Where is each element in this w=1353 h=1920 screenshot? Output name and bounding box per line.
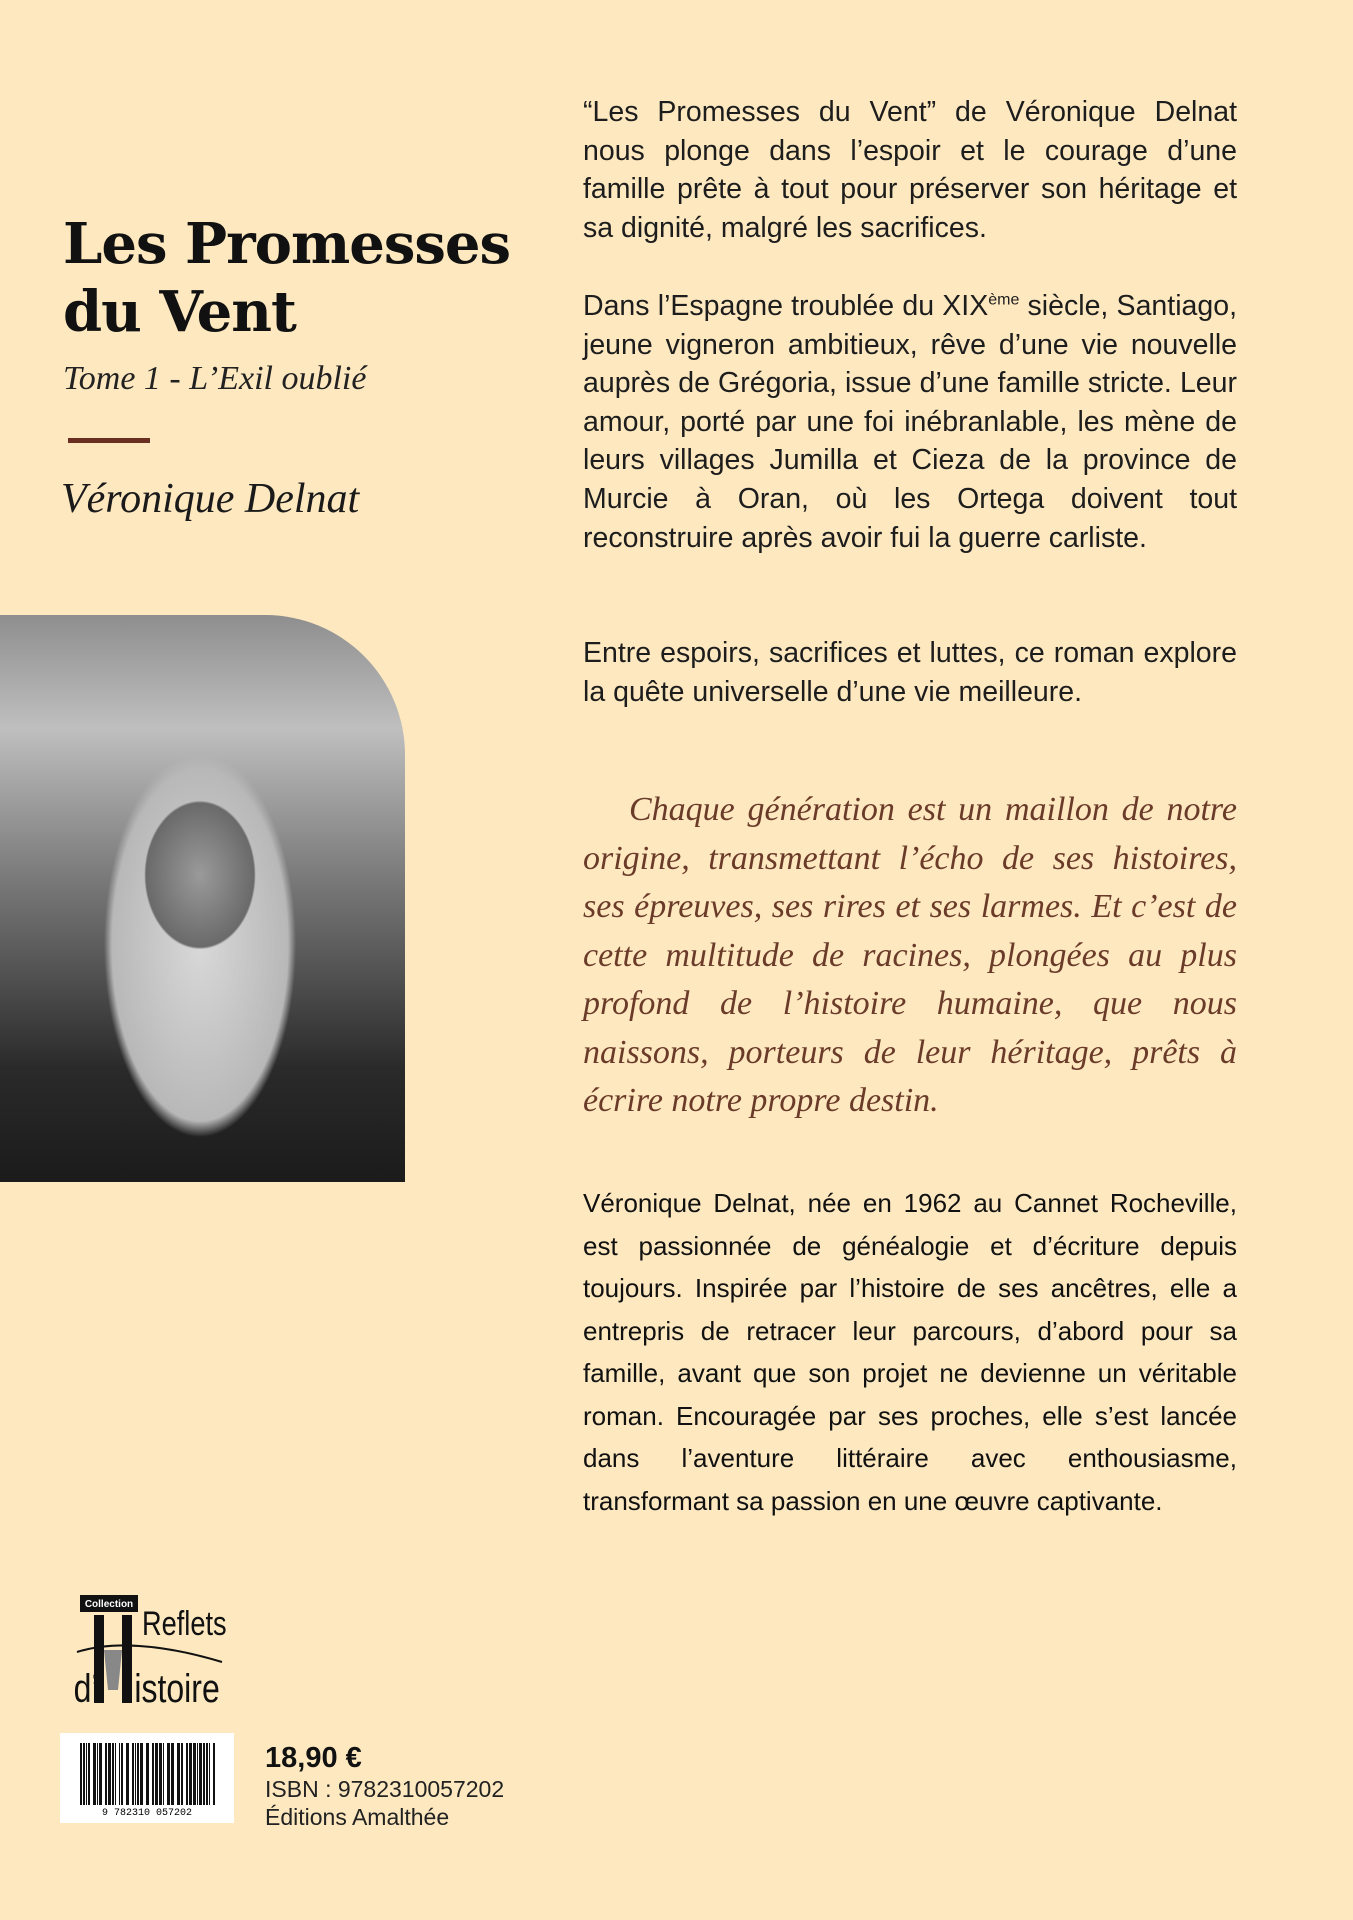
barcode-bar <box>121 1743 123 1805</box>
superscript: ème <box>988 291 1020 309</box>
barcode-bar <box>181 1743 183 1805</box>
collection-logo <box>72 1590 232 1705</box>
barcode-bar <box>167 1743 170 1805</box>
divider <box>68 438 150 443</box>
barcode-bar <box>115 1743 116 1805</box>
barcode-bar <box>108 1743 111 1805</box>
barcode-bar <box>119 1743 120 1805</box>
barcode-bar <box>171 1743 174 1805</box>
barcode-bar <box>132 1743 134 1805</box>
isbn: ISBN : 9782310057202 <box>265 1776 505 1802</box>
svg-text:d’: d’ <box>73 1665 99 1705</box>
svg-text:Reflets: Reflets <box>142 1604 227 1643</box>
publisher: Éditions Amalthée <box>265 1804 450 1830</box>
barcode-bar <box>146 1743 149 1805</box>
barcode-bar <box>177 1743 180 1805</box>
author-bio: Véronique Delnat, née en 1962 au Cannet Rocheville, est passionnée de généalogie et d’écriture depuis toujours. Inspirée par l’histoire de ses ancêtres, elle a entrepris de retracer leur parcours, d’abord pour sa famille, avant que son projet ne devienne un véritable roman. Encouragée par ses proches, elle s’est lancée dans l’aventure littéraire avec enthousiasme, transformant sa passion en une œuvre captivante. <box>583 1188 1237 1516</box>
barcode-bar <box>199 1743 202 1805</box>
barcode-bar <box>186 1743 188 1805</box>
barcode-bar <box>193 1743 196 1805</box>
barcode-bar <box>83 1743 85 1805</box>
barcode-bar <box>155 1743 158 1805</box>
blurb-paragraph-3: Entre espoirs, sacrifices et luttes, ce roman explore la quête universelle d’une vie meilleure. <box>583 637 1237 708</box>
barcode-bar <box>209 1743 210 1805</box>
barcode-bar <box>203 1743 205 1805</box>
barcode-bar <box>99 1743 102 1805</box>
barcode <box>60 1733 234 1823</box>
barcode-bar <box>152 1743 154 1805</box>
barcode-bar <box>126 1743 129 1805</box>
blurb-text: siècle, Santiago, jeune vigneron ambitieux, rêve d’une vie nouvelle auprès de Grégoria, issue d’une famille stricte. Leur amour, porté par une foi inébranlable, les mène de leurs villages Jumilla et Cieza de la province de Murcie à Oran, où les Ortega doivent tout reconstruire après avoir fui la guerre carliste. <box>583 290 1237 554</box>
blurb-paragraph-1: “Les Promesses du Vent” de Véronique Delnat nous plonge dans l’espoir et le courage d’une famille prête à tout pour préserver son héritage et sa dignité, malgré les sacrifices. <box>583 96 1237 244</box>
barcode-bar <box>80 1743 82 1805</box>
barcode-bar <box>159 1743 162 1805</box>
barcode-bar <box>86 1743 87 1805</box>
barcode-digits: 9 782310 057202 <box>101 1808 193 1817</box>
barcode-bar <box>140 1743 143 1805</box>
book-subtitle: Tome 1 - L’Exil oublié <box>63 360 367 397</box>
barcode-bar <box>105 1743 107 1805</box>
barcode-bar <box>112 1743 114 1805</box>
barcode-bar <box>93 1743 96 1805</box>
barcode-bar <box>135 1743 136 1805</box>
price: 18,90 € <box>265 1742 362 1774</box>
svg-text:istoire: istoire <box>134 1665 220 1705</box>
title-line-1: Les Promesses <box>63 211 511 277</box>
barcode-bar <box>97 1743 98 1805</box>
barcode-bar <box>137 1743 139 1805</box>
svg-text:Collection: Collection <box>84 1599 134 1610</box>
author-name: Véronique Delnat <box>61 476 360 522</box>
barcode-bar <box>213 1743 215 1805</box>
barcode-bar <box>206 1743 208 1805</box>
quote: Chaque génération est un maillon de notre origine, transmettant l’écho de ses histoires, ses épreuves, ses rires et ses larmes. Et c’est de cette multitude de racines, plongées au plus profond de l’histoire humaine, que nous naissons, porteurs de leur héritage, prêts à écrire notre propre destin. <box>583 791 1237 1119</box>
blurb-paragraph-2 <box>583 287 1237 557</box>
barcode-bar <box>197 1743 198 1805</box>
author-photo <box>0 615 405 1182</box>
barcode-bar <box>163 1743 164 1805</box>
book-title <box>63 210 510 346</box>
barcode-bar <box>88 1743 90 1805</box>
blurb-text: Dans l’Espagne troublée du XIX <box>583 290 989 322</box>
barcode-bar <box>189 1743 192 1805</box>
title-line-2: du Vent <box>63 279 296 345</box>
